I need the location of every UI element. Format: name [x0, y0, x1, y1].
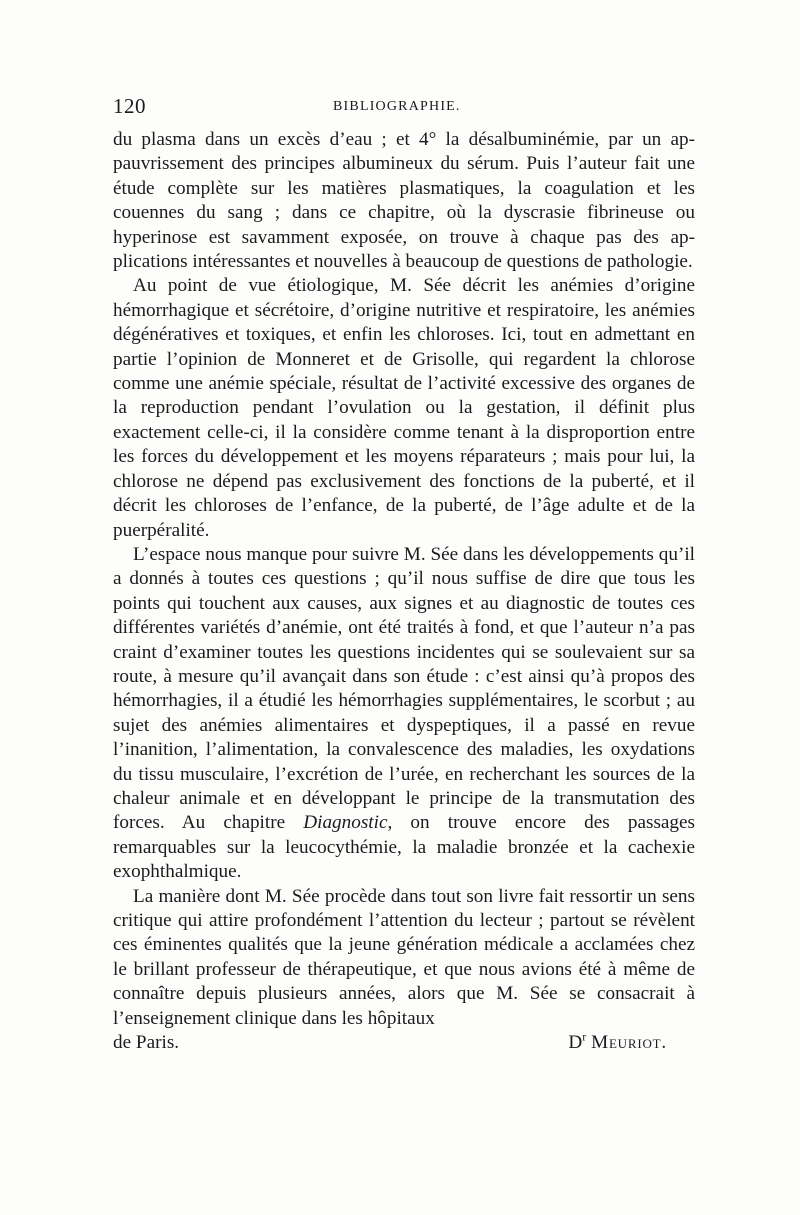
- chapter-title-italic: Diagnostic: [303, 812, 388, 834]
- page-number: 120: [113, 94, 146, 118]
- closing-line: [113, 1031, 695, 1055]
- running-header: [113, 94, 695, 122]
- closing-text: de Paris.: [113, 1032, 180, 1054]
- paragraph-2: Au point de vue étiologique, M. Sée décrit les anémies d’origine hémorrhagique et sécrétoire, d’origine nutritive et respiratoire, les anémies dégénératives et toxiques, et enfin les chloroses. Ici, tout en admettant en partie l’opinion de Monneret et de Grisolle, qui regardent la chlorose comme une anémie spéciale, résultat de l’activité excessive des organes de la reproduction pendant l’ovulation ou la gestation, il définit plus exactement celle-ci, il la considère comme tenant à la disproportion entre les forces du développement et les moyens réparateurs ; mais pour lui, la chlorose ne dépend pas exclusivement des fonctions de la puberté, et il décrit les chloroses de l’enfance, de la puberté, de l’âge adulte et de la puerpéralité.: [113, 275, 695, 541]
- paragraph-3-text-a: L’espace nous manque pour suivre M. Sée dans les développements qu’il a donnés à toutes ces questions ; qu’il nous suffise de dire que tous les points qui touchent aux causes, aux signes et au diagnostic de toutes ces différentes variétés d’anémie, ont été traités à fond, et que l’auteur n’a pas craint d’examiner toutes les questions incidentes qui se soulevaient sur sa route, à mesure qu’il avançait dans son étude : c’est ainsi qu’à propos des hémorrhagies, il a étudié les hémorrhagies supplémentaires, le scorbut ; au sujet des anémies alimentaires et dyspeptiques, il a passé en revue l’inanition, l’alimentation, la convalescence des maladies, les oxydations du tissu musculaire, l’excrétion de l’urée, en recherchant les sources de la chaleur animale et en développant le principe de la transmutation des forces. Au chapitre: [113, 543, 695, 834]
- signature-prefix: D: [568, 1032, 583, 1054]
- paragraph-1: du plasma dans un excès d’eau ; et 4° la désalbuminémie, par un appauvrissement des principes albumineux du sérum. Puis l’auteur fait une étude complète sur les matières plasmatiques, la coagulation et les couennes du sang ; dans ce chapitre, où la dyscrasie fibrineuse ou hyperinose est savamment exposée, on trouve à chaque pas des applications intéressantes et nouvelles à beaucoup de questions de pathologie.: [113, 129, 695, 273]
- signature-title: r: [582, 1029, 587, 1044]
- paragraph-3-text-b: , on trouve encore des passages remarquables sur la leucocythémie, la maladie bronzée et la cachexie exophthalmique.: [113, 812, 696, 883]
- paragraph-4: La manière dont M. Sée procède dans tout son livre fait ressortir un sens critique qui attire profondément l’attention du lecteur ; partout se révèlent ces éminentes qualités que la jeune génération médicale a acclamées chez le brillant professeur de thérapeutique, et que nous avions été à même de connaître depuis plusieurs années, alors que M. Sée se consacrait à l’enseignement clinique dans les hôpitaux: [113, 885, 695, 1029]
- author-signature: [568, 1031, 695, 1055]
- signature-name: Meuriot.: [591, 1032, 667, 1054]
- running-title: BIBLIOGRAPHIE.: [333, 99, 461, 114]
- body-text: [113, 128, 695, 1055]
- paragraph-3: [113, 543, 695, 885]
